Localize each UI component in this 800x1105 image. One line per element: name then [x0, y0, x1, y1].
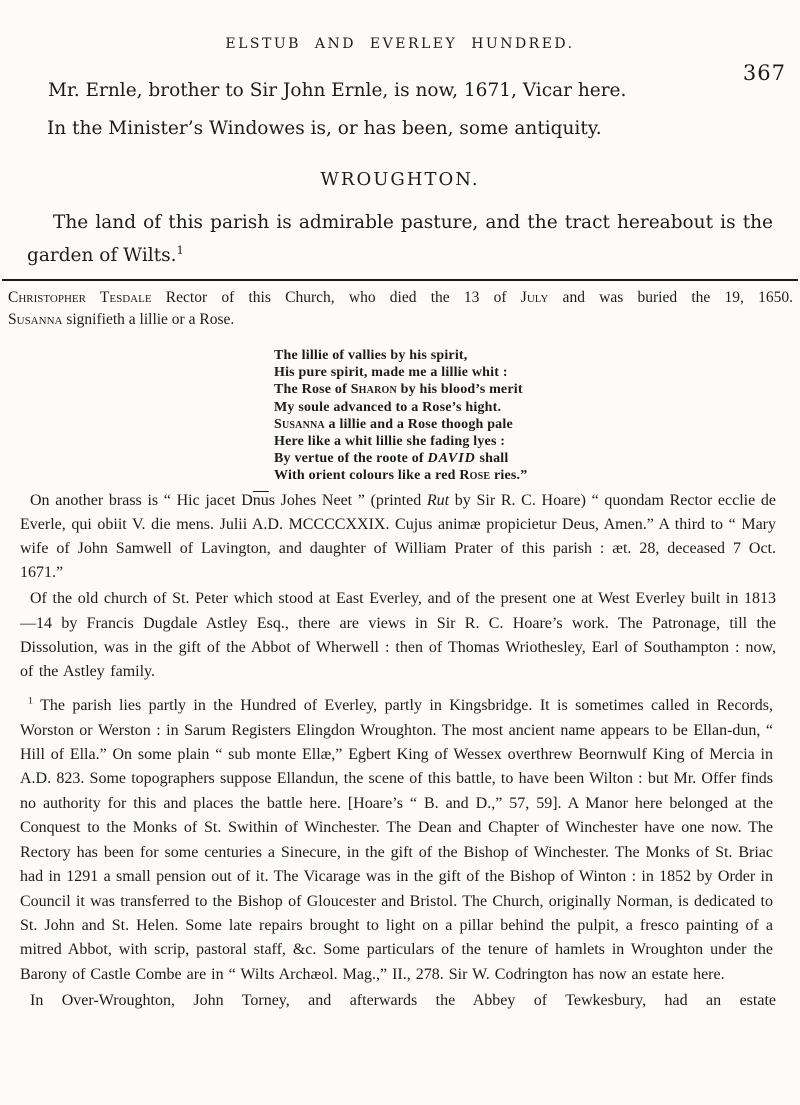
poem-line: The Rose of Sharon by his blood’s merit — [274, 382, 523, 398]
windowes-note-line: In the Minister’s Windowes is, or has been, some antiquity. — [47, 118, 602, 139]
page-header — [0, 33, 800, 85]
lead-paragraph: The land of this parish is admirable pasture, and the tract hereabout is the garden of Wilts.$^1$ — [27, 212, 773, 266]
memorial-section — [0, 287, 800, 485]
poem-line: His pure spirit, made me a lillie whit : — [274, 365, 508, 381]
closing-paragraph: In Over-Wroughton, John Torney, and afterwards the Abbey of Tewkesbury, had an estate — [30, 992, 776, 1010]
brass-paragraph: On another brass is “ Hic jacet $D\overline{nu}s$ Johes Neet ” (printed Rut by Sir R. C. Hoare) “ quondam Rector ecclie de Everle, qui obiit V. die mens. Julii A.D. MCCCCXXIX. Cujus animæ propicietur Deus, Amen.” A third to “ Mary wife of John Samwell of Lavington, and daughter of William Prater of this parish : æt. 28, deceased 7 Oct. 1671.” — [20, 491, 777, 582]
poem-line: My soule advanced to a Rose’s hight. — [274, 399, 502, 415]
vicar-note-line: Mr. Ernle, brother to Sir John Ernle, is now, 1671, Vicar here. — [48, 80, 627, 101]
poem-line: With orient colours like a red Rose ries.” — [274, 468, 528, 484]
section-heading-wroughton: WROUGHTON. — [320, 169, 480, 190]
poem-line: Here like a whit lillie she fading lyes : — [274, 434, 506, 450]
poem-line: The lillie of vallies by his spirit, — [274, 348, 468, 363]
memorial-subheading-line: Susanna signifieth a lillie or a Rose. — [8, 311, 235, 328]
memorial-heading-line: Christopher Tesdale Rector of this Church, who died the 13 of July and was buried the 19, 1650. — [8, 289, 793, 306]
poem-line: By vertue of the roote of DAVID shall — [274, 451, 509, 467]
page-number: 367 — [742, 61, 786, 85]
poem-line: Susanna a lillie and a Rose thoogh pale — [274, 416, 513, 432]
footnote-paragraph: $^1$ The parish lies partly in the Hundred of Everley, partly in Kingsbridge. It is sometimes called in Records, Worston or Werston : in Sarum Registers Elingdon Wroughton. The most ancient name appears to be Ellan-dun, “ Hill of Ella.” On some plain “ sub monte Ellæ,” Egbert King of Wessex overthrew Beornwulf King of Mercia in A.D. 823. Some topographers suppose Ellandun, the scene of this battle, to have been Wilton : but Mr. Offer finds no authority for this and places the battle here. [Hoare’s “ B. and D.,” 57, 59]. A Manor here belonged at the Conquest to the Monks of St. Swithin of Winchester. The Dean and Chapter of Winchester have one now. The Rectory has been for some centuries a Sinecure, in the gift of the Bishop of Winchester. The Monks of St. Briac had in 1291 a small pension out of it. The Vicarage was in the gift of the Bishop of Winton : in 1852 by Order in Council it was transferred to the Bishop of Gloucester and Bristol. The Church, originally Norman, is dedicated to St. John and St. Helen. Some late repairs brought to light on a pillar behind the pulpit, a fresco painting of a mitred Abbot, with scrip, pastoral staff, &c. Some particulars of the tenure of hamlets in Wroughton under the Barony of Castle Combe are in “ Wilts Archæol. Mag.,” II., 278. Sir W. Codrington has now an estate here. — [20, 695, 773, 983]
epitaph-poem — [274, 347, 800, 485]
separator-rule — [2, 279, 798, 281]
church-paragraph: Of the old church of St. Peter which stood at East Everley, and of the present one at West Everley built in 1813—14 by Francis Dugdale Astley Esq., there are views in Sir R. C. Hoare’s work. The Patronage, till the Dissolution, was in the gift of the Abbot of Wherwell : then of Thomas Wriothesley, Earl of Southampton : now, of the Astley family. — [20, 590, 776, 681]
running-title: ELSTUB AND EVERLEY HUNDRED. — [225, 36, 575, 52]
